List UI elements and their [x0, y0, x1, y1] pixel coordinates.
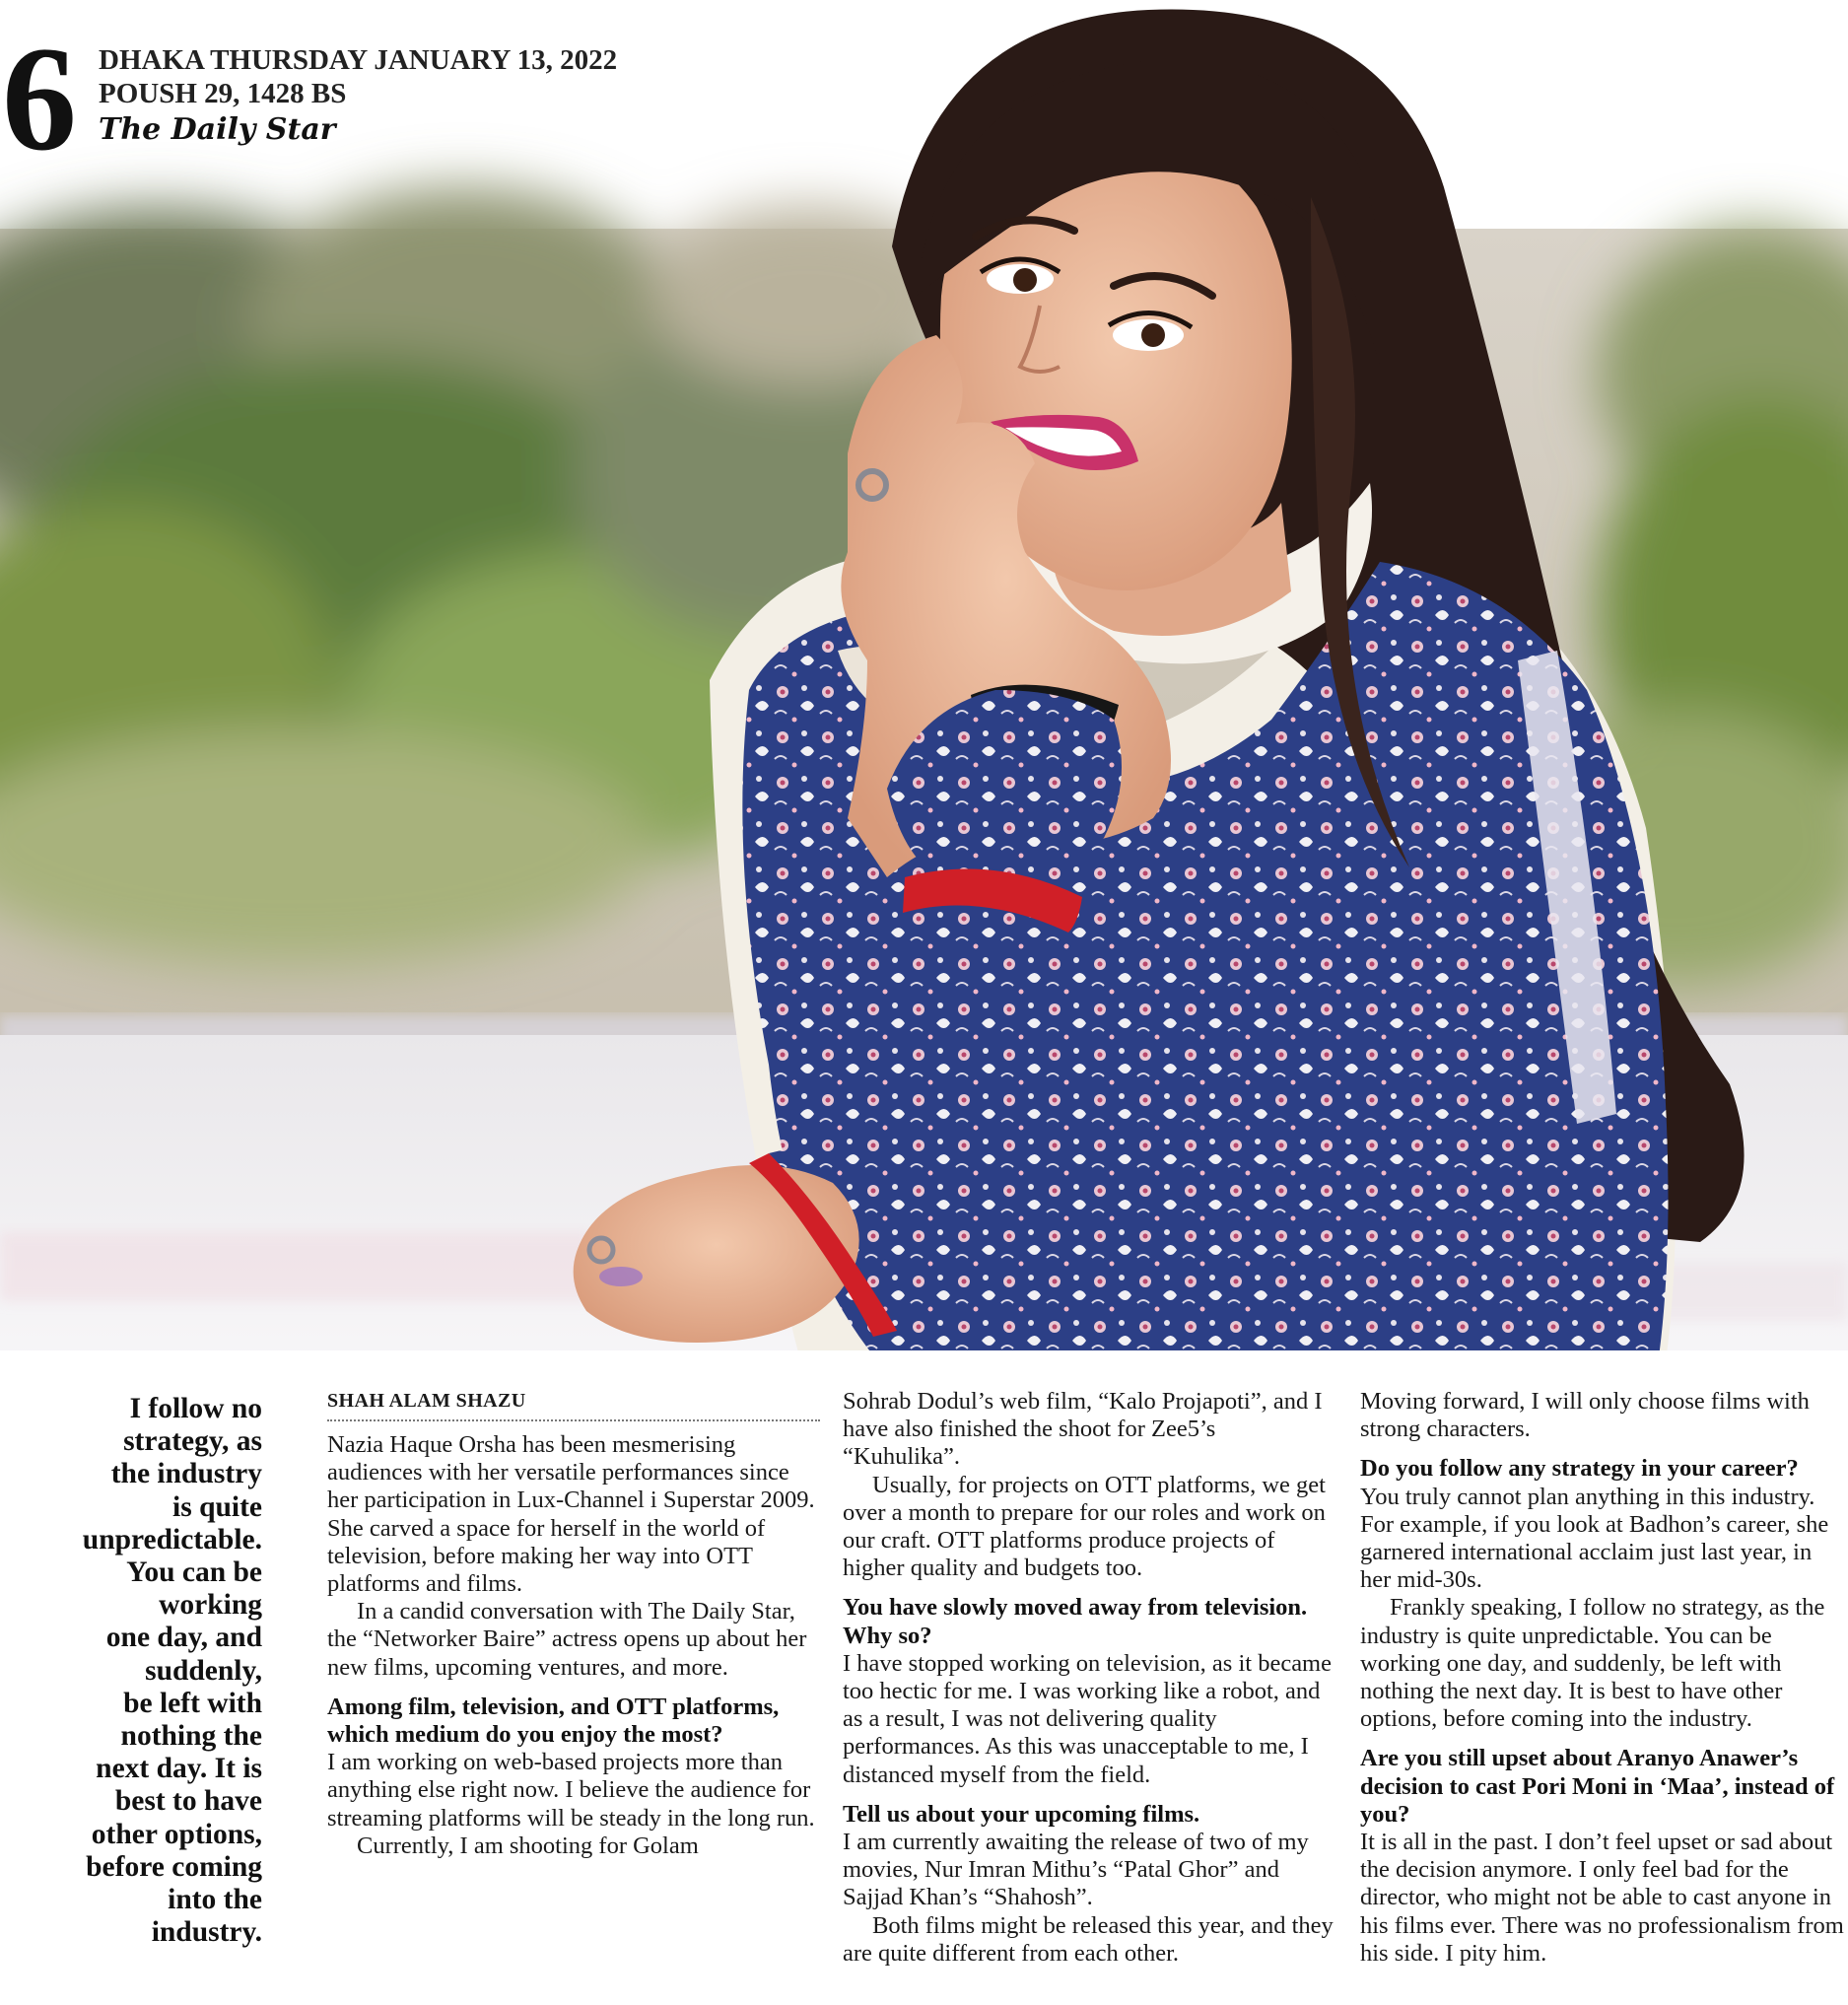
pull-quote-line: into the	[168, 1884, 262, 1916]
pull-quote-line: nothing the	[120, 1720, 262, 1753]
pull-quote-line: best to have	[114, 1785, 262, 1818]
body-paragraph: Sohrab Dodul’s web film, “Kalo Projapoti”, and I have also finished the shoot for Zee5’s “Kuhulika”.	[843, 1388, 1323, 1471]
answer-paragraph: It is all in the past. I don’t feel upset or sad about the decision anymore. I only feel bad for the director, who might not be able to cast anyone in his films ever. There was no professionalism from his side. I pity him.	[1360, 1829, 1844, 1967]
pull-quote-line: other options,	[91, 1818, 262, 1850]
body-paragraph: Usually, for projects on OTT platforms, we get over a month to prepare for our roles and work on our craft. OTT platforms produce projects of higher quality and budgets too.	[843, 1471, 1326, 1582]
pull-quote-line: suddenly,	[145, 1654, 262, 1687]
date-line-bengali: POUSH 29, 1428 BS	[99, 78, 347, 109]
pull-quote-line: one day, and	[105, 1622, 262, 1654]
body-paragraph: In a candid conversation with The Daily Star, the “Networker Baire” actress opens up about her new films, upcoming ventures, and more.	[327, 1598, 807, 1681]
question-heading: You have slowly moved away from television. Why so?	[843, 1594, 1308, 1649]
dateline	[99, 43, 617, 110]
answer-paragraph: I am currently awaiting the release of two of my movies, Nur Imran Mithu’s “Patal Ghor” and Sajjad Khan’s “Shahosh”.	[843, 1829, 1309, 1911]
date-line-gregorian: DHAKA THURSDAY JANUARY 13, 2022	[99, 44, 618, 76]
answer-paragraph: You truly cannot plan anything in this industry. For example, if you look at Badhon’s career, she garnered international acclaim just last year, in her mid-30s.	[1360, 1483, 1829, 1594]
question-heading: Tell us about your upcoming films.	[843, 1800, 1200, 1828]
answer-paragraph: Currently, I am shooting for Golam	[357, 1832, 699, 1859]
pull-quote-line: strategy, as	[123, 1425, 262, 1458]
pull-quote-line: I follow no	[129, 1393, 262, 1424]
byline: SHAH ALAM SHAZU	[327, 1388, 820, 1421]
pull-quote-line: industry.	[151, 1916, 262, 1949]
question-heading: Are you still upset about Aranyo Anawer’s decision to cast Pori Moni in ‘Maa’, instead of you?	[1360, 1745, 1835, 1828]
question-heading: Do you follow any strategy in your career?	[1360, 1455, 1799, 1483]
answer-paragraph: Frankly speaking, I follow no strategy, as the industry is quite unpredictable. You can be working one day, and suddenly, be left with nothing the next day. It is best to have other options, before coming into the industry.	[1360, 1594, 1825, 1733]
pull-quote-line: the industry	[110, 1458, 262, 1490]
answer-paragraph: I am working on web-based projects more than anything else right now. I believe the audience for streaming platforms will be steady in the long run.	[327, 1749, 815, 1832]
pull-quote-line: working	[159, 1589, 262, 1622]
intro-paragraph: Nazia Haque Orsha has been mesmerising audiences with her versatile performances since her participation in Lux-Channel i Superstar 2009. She carved a space for herself in the world of television, before making her way into OTT platforms and films.	[327, 1431, 815, 1598]
pull-quote-line: is quite	[172, 1490, 262, 1523]
question-heading: Among film, television, and OTT platforms, which medium do you enjoy the most?	[327, 1693, 780, 1749]
answer-paragraph: Both films might be released this year, and they are quite different from each other.	[843, 1911, 1334, 1967]
answer-paragraph: I have stopped working on television, as it became too hectic for me. I was working like a robot, and as a result, I was not delivering quality performances. As this was unacceptable to me, I distanced myself from the field.	[843, 1649, 1332, 1788]
pull-quote	[20, 1393, 262, 1949]
page-number: 6	[2, 16, 77, 181]
pull-quote-line: before coming	[86, 1850, 262, 1883]
body-paragraph: Moving forward, I will only choose films with strong characters.	[1360, 1388, 1810, 1443]
pull-quote-line: You can be	[126, 1556, 262, 1589]
pull-quote-line: be left with	[123, 1687, 262, 1719]
article-column-2	[843, 1388, 1335, 1968]
pull-quote-line: next day. It is	[96, 1753, 262, 1785]
pull-quote-line: unpredictable.	[82, 1523, 262, 1556]
article-column-1	[327, 1388, 820, 1860]
publication-logo: The Daily Star	[99, 112, 336, 147]
article-column-3	[1360, 1388, 1848, 1968]
